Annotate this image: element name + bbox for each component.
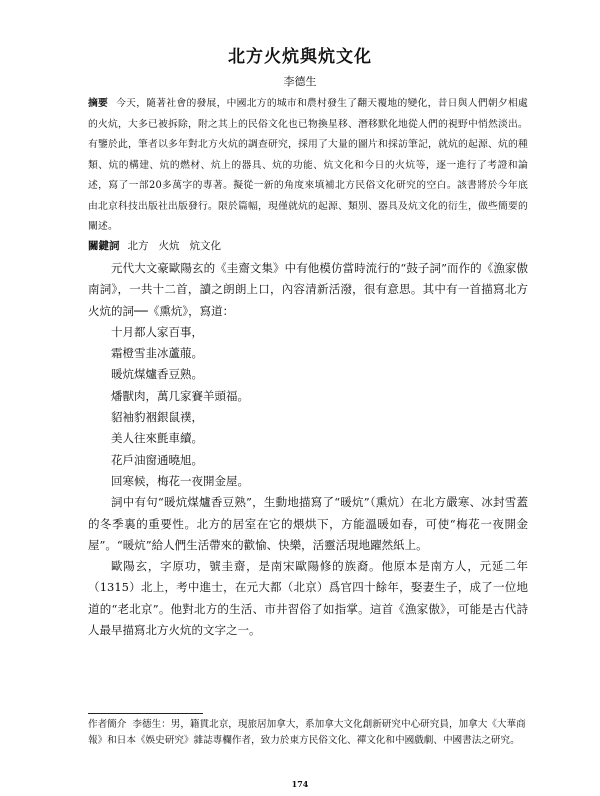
article-title: 北方火炕與炕文化 xyxy=(228,47,372,67)
author-footnote xyxy=(88,717,528,749)
poem-line: 十月都人家百事， xyxy=(111,324,203,339)
body-paragraph: 元代大文豪歐陽玄的《圭齋文集》中有他模仿當時流行的“鼓子詞”而作的《漁家傲南詞》，一共十二首，讀之朗朗上口，內容清新活潑，很有意思。其中有一首描寫北方火炕的詞──《熏炕》，寫道： xyxy=(88,261,528,318)
poem-line: 美人往來氈車續。 xyxy=(111,431,203,446)
abstract-label: 摘要 xyxy=(88,98,109,109)
footnote-label: 作者簡介 xyxy=(88,719,127,730)
poem-block xyxy=(88,322,528,492)
keywords-label: 關鍵詞 xyxy=(88,240,120,252)
footnote-divider xyxy=(88,713,203,714)
article-body xyxy=(88,258,528,641)
poem-line: 燔獸肉，萬几家賽羊頭福。 xyxy=(111,388,249,403)
keyword: 北方 xyxy=(127,240,149,252)
keyword: 火炕 xyxy=(158,240,180,252)
keywords-line xyxy=(88,238,528,254)
abstract-text: 今天，隨著社會的發展，中國北方的城市和農村發生了翻天覆地的變化，昔日與人們朝夕相處的火炕，大多已被拆除，附之其上的民俗文化也已物換星移、潛移默化地從人們的視野中悄然淡出。有鑒於此，筆者以多年對北方火炕的調查研究，採用了大量的圖片和採訪筆記，就炕的起源、炕的種類、炕的構建、炕的燃材、炕上的器具、炕的功能、炕文化和今日的火炕等，逐一進行了考證和論述，寫了一部20多萬字的專著。擬從一新的角度來填補北方民俗文化研究的空白。該書將於今年底由北京科技出版社出版發行。限於篇幅，現僅就炕的起源、類別、器具及炕文化的衍生，做些簡要的闡述。 xyxy=(88,98,529,232)
poem-line: 霜橙雪韭冰蘆菔。 xyxy=(111,346,203,361)
page-number: 174 xyxy=(291,779,309,789)
body-paragraph: 歐陽玄，字原功，號圭齋，是南宋歐陽修的族裔。他原本是南方人，元延二年（1315）北上，考中進士，在元大都（北京）爲官四十餘年，娶妻生子，成了一位地道的“老北京”。他對北方的生活、市井習俗了如指掌。這首《漁家傲》，可能是古代詩人最早描寫北方火炕的文字之一。 xyxy=(88,559,528,638)
poem-line: 暖炕煤爐香豆熟。 xyxy=(111,367,203,382)
body-paragraph: 詞中有句“暖炕煤爐香豆熟”，生動地描寫了“暖炕”（熏炕）在北方嚴寒、冰封雪蓋的冬季裏的重要性。北方的居室在它的煨烘下，方能溫暖如春，可使“梅花一夜開金屋”。“暖炕”給人們生活帶來的歡愉、快樂，活靈活現地躍然紙上。 xyxy=(88,495,528,552)
poem-line: 貂袖豹裀銀鼠襆， xyxy=(111,410,203,425)
poem-line: 花戶油窗通曉旭。 xyxy=(111,452,203,467)
abstract-block xyxy=(88,94,528,238)
poem-line: 回寒候，梅花一夜開金屋。 xyxy=(111,473,249,488)
article-author: 李德生 xyxy=(283,75,317,88)
keyword: 炕文化 xyxy=(189,240,221,252)
footnote-text: 李德生：男，籍貫北京，現旅居加拿大，系加拿大文化創新研究中心研究員，加拿大《大華商報》和日本《娛史研究》雜誌專欄作者，致力於東方民俗文化、禪文化和中國戲劇、中國書法之研究。 xyxy=(88,719,526,746)
